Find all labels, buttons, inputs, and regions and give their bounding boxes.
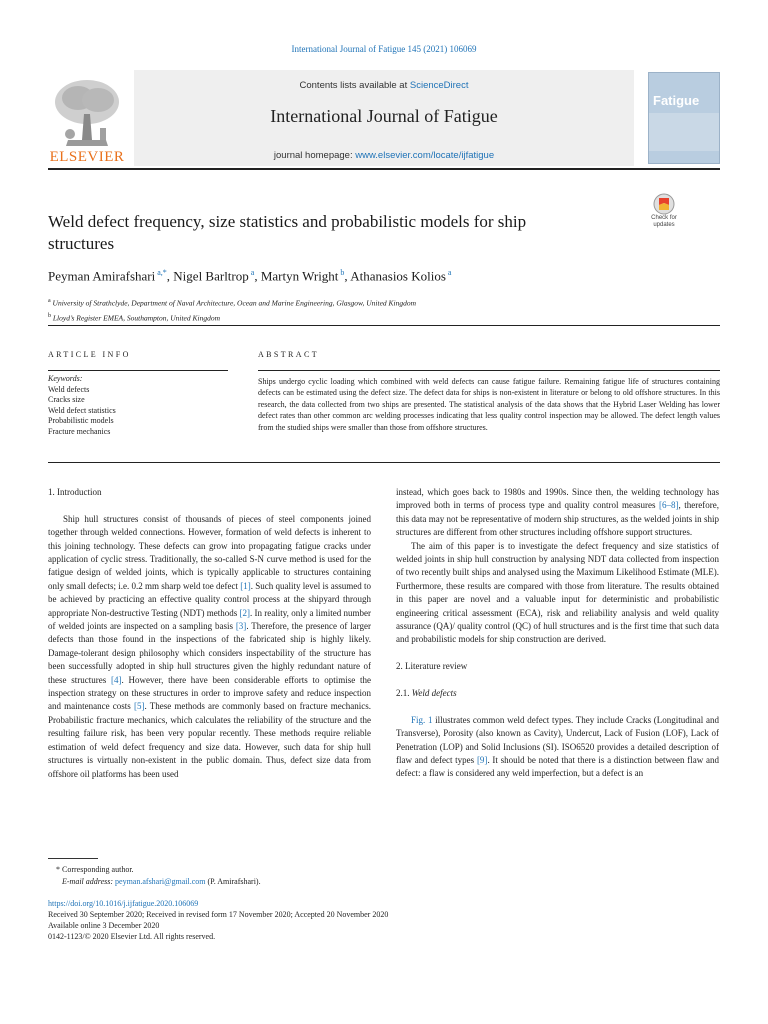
text-run: illustrates common weld defect types. They include Cracks (Longitudinal and Transverse), Porosity (also known as Cavity), Undercut, Lack of Fusion (LOF), Lack of Penetration (LOP) and Solid Inclusions (SI). ISO6520 provides a detailed description of flaw and defect types	[396, 714, 719, 766]
affiliation-text: Lloyd’s Register EMEA, Southampton, United Kingdom	[51, 313, 221, 322]
masthead-center	[134, 70, 634, 166]
keyword: Fracture mechanics	[48, 426, 111, 436]
abstract-heading: ABSTRACT	[258, 350, 319, 359]
keywords-list	[48, 385, 228, 438]
body-column-right	[396, 486, 719, 781]
available-online: Available online 3 December 2020	[48, 921, 160, 930]
email-link[interactable]: peyman.afshari@gmail.com	[115, 877, 206, 886]
affiliation	[48, 295, 720, 310]
section-heading-introduction: 1. Introduction	[48, 487, 102, 497]
author-name[interactable]: Nigel Barltrop	[173, 268, 249, 284]
citation-link[interactable]: [5]	[133, 701, 145, 712]
copyright-line: 0142-1123/© 2020 Elsevier Ltd. All rights reserved.	[48, 932, 216, 941]
affiliations	[48, 295, 720, 324]
text-run: . Therefore, the presence of larger defects than those found in the inspections of the fabricated ship is highly likely. Damage-tolerant design philosophy which considers inspectability of the structure has been successfully adopted in ship hull structures given the highly redundant nature of these structures	[48, 621, 371, 685]
text-run: . Such quality level is assumed to be achieved by practicing an effective quality control process at the shipyard through appropriate Non-destructive Testing (NDT) methods	[48, 580, 371, 618]
homepage-prefix: journal homepage:	[273, 150, 356, 161]
cover-band	[649, 113, 719, 151]
keyword: Probabilistic models	[48, 416, 114, 426]
doi-link[interactable]: https://doi.org/10.1016/j.ijfatigue.2020.106069	[48, 899, 199, 908]
publisher-name: ELSEVIER	[49, 149, 125, 165]
affiliation	[48, 310, 720, 325]
check-updates-icon	[653, 193, 675, 215]
author-list	[48, 268, 720, 284]
author-name[interactable]: Peyman Amirafshari	[48, 268, 156, 284]
contents-prefix: Contents lists available at	[299, 80, 410, 91]
subsection-number: 2.1.	[396, 688, 410, 699]
paragraph	[396, 486, 719, 540]
section-heading-literature-review: 2. Literature review	[396, 661, 468, 672]
abstract-text: Ships undergo cyclic loading which combined with weld defects can cause fatigue failure. Remaining fatigue life of structures containing defects can be estimated using the defect size. The defect data for ships is non-existent in literature or belong to old offshore structures. In this research, the data collected from two ships are presented. The statistical analysis of the data shows that the Hybrid Laser Welding has lower defect rates than other common arc welding processes indicating that less quality control inspection may be allowed. The defect length values from the studied ships were smaller than those from offshore structures.	[258, 377, 720, 432]
keywords-label: Keywords:	[48, 374, 83, 383]
email-suffix: (P. Amirafshari).	[205, 877, 261, 886]
author-affiliation-mark[interactable]: a	[445, 268, 452, 277]
author-separator: ,	[344, 268, 351, 284]
citation-link[interactable]: [1]	[240, 580, 251, 591]
paragraph: The aim of this paper is to investigate the defect frequency and size statistics of welded joints in ship hull construction by analysing NDT data collected from inspection of two recently built ships and analysed using the Maximum Likelihood Estimate (MLE). Furthermore, these results are compared with those from literature. The results obtained in this paper are novel and a valuable input for deterministic and probabilistic engineering critical assessment (ECA), risk and reliability analysis and weld quality assurance (QA)/ quality control (QC) of hull structures and is the first time that such data and probabilistic models for ship construction are derived.	[396, 540, 719, 645]
corresponding-author-note	[48, 864, 720, 876]
body-column-left	[48, 486, 371, 781]
journal-cover-thumbnail[interactable]	[648, 72, 720, 164]
check-for-updates-button[interactable]	[643, 193, 685, 229]
text-run: Ship hull structures consist of thousands of pieces of steel components joined together through welded connections. However, formation of weld defects is inherent to this joining technology. These defects can grow into propagating fatigue cracks under application of cyclic stress. Traditionally, the so-called S-N curve method is used for the fatigue design of welded joints, which is typically applicable to structures containing only small defects; i.e. 0.2 mm sharp weld toe defect	[48, 513, 371, 591]
keywords-block	[48, 374, 228, 438]
asterisk-mark: *	[56, 865, 60, 874]
keyword: Weld defect statistics	[48, 405, 116, 415]
author-affiliation-mark[interactable]: a	[248, 268, 255, 277]
author-separator: ,	[254, 268, 261, 284]
affiliation-text: University of Strathclyde, Department of Naval Architecture, Ocean and Marine Engineering, Glasgow, United Kingdom	[50, 298, 417, 308]
citation-link[interactable]: [4]	[110, 674, 122, 685]
check-updates-label: Check for updates	[651, 215, 677, 228]
affiliation-mark: b	[48, 312, 51, 319]
sciencedirect-link[interactable]: ScienceDirect	[409, 80, 469, 91]
journal-homepage-link[interactable]: www.elsevier.com/locate/ijfatigue	[355, 150, 495, 161]
author-affiliation-mark[interactable]: b	[338, 268, 345, 277]
divider	[48, 462, 720, 463]
article-title: Weld defect frequency, size statistics and probabilistic models for ship structures	[48, 212, 527, 253]
citation-link[interactable]: [9]	[476, 755, 488, 766]
email-note	[48, 876, 720, 888]
author-name[interactable]: Athanasios Kolios	[350, 268, 446, 284]
text-run: . These methods are commonly based on fracture mechanics. Probabilistic fracture mechanics, which calculates the reliability of the structure and the resulting failure risk, has been very popular recently. These methods require reliable estimation of weld defect frequency and size data. However, such data for ship hull structures is virtually non-existent in the public domain. Thus, defect size data from offshore oil platforms has been used	[48, 701, 371, 779]
text-run: . In reality, only a limited number of welded joints are inspected on a sampling basis	[48, 607, 371, 632]
text-run: . It should be noted that there is a distinction between flaw and defect: a flaw is considered any weld imperfection, but a defect is an	[396, 755, 719, 779]
divider	[48, 370, 228, 371]
journal-masthead	[48, 70, 720, 170]
citation-link[interactable]: [6–8]	[659, 500, 679, 511]
email-label: E-mail address:	[62, 877, 116, 886]
paragraph	[396, 714, 719, 781]
citation-link[interactable]: Fig. 1	[411, 714, 433, 725]
footnotes	[48, 864, 720, 888]
running-head[interactable]: International Journal of Fatigue 145 (2021) 106069	[291, 44, 477, 54]
subsection-heading-weld-defects	[396, 687, 719, 700]
author-affiliation-mark[interactable]: a,*	[155, 268, 167, 277]
author-name[interactable]: Martyn Wright	[260, 268, 339, 284]
subsection-title: Weld defects	[411, 688, 457, 699]
received-dates: Received 30 September 2020; Received in revised form 17 November 2020; Accepted 20 November 2020	[48, 910, 389, 919]
citation-link[interactable]: [3]	[235, 621, 247, 632]
keyword: Cracks size	[48, 395, 85, 405]
cover-title: Fatigue	[653, 93, 700, 108]
author-separator: ,	[166, 268, 174, 284]
contents-line	[134, 80, 634, 91]
divider	[48, 325, 720, 326]
keyword: Weld defects	[48, 384, 90, 394]
footnote-divider	[48, 858, 98, 859]
publication-info	[48, 898, 720, 942]
homepage-line	[134, 150, 634, 161]
divider	[258, 370, 720, 371]
citation-link[interactable]: [2]	[239, 607, 250, 618]
corresponding-author-text: Corresponding author.	[62, 865, 134, 874]
paragraph	[48, 513, 371, 781]
article-info-heading: ARTICLE INFO	[48, 350, 131, 359]
text-run: , therefore, this data may not be representative of modern ship structures, as the welded joints in ship structures are different from other structures including offshore support structures.	[396, 500, 719, 538]
affiliation-mark: a	[48, 298, 51, 304]
text-run: instead, which goes back to 1980s and 1990s. Since then, the welding technology has improved both in terms of process type and quality control measures	[396, 487, 719, 511]
text-run: . However, there have been considerable efforts to optimise the inspection strategy on these structures in order to improve safety and reduce inspection and maintenance costs	[48, 674, 372, 712]
journal-title: International Journal of Fatigue	[270, 106, 498, 126]
